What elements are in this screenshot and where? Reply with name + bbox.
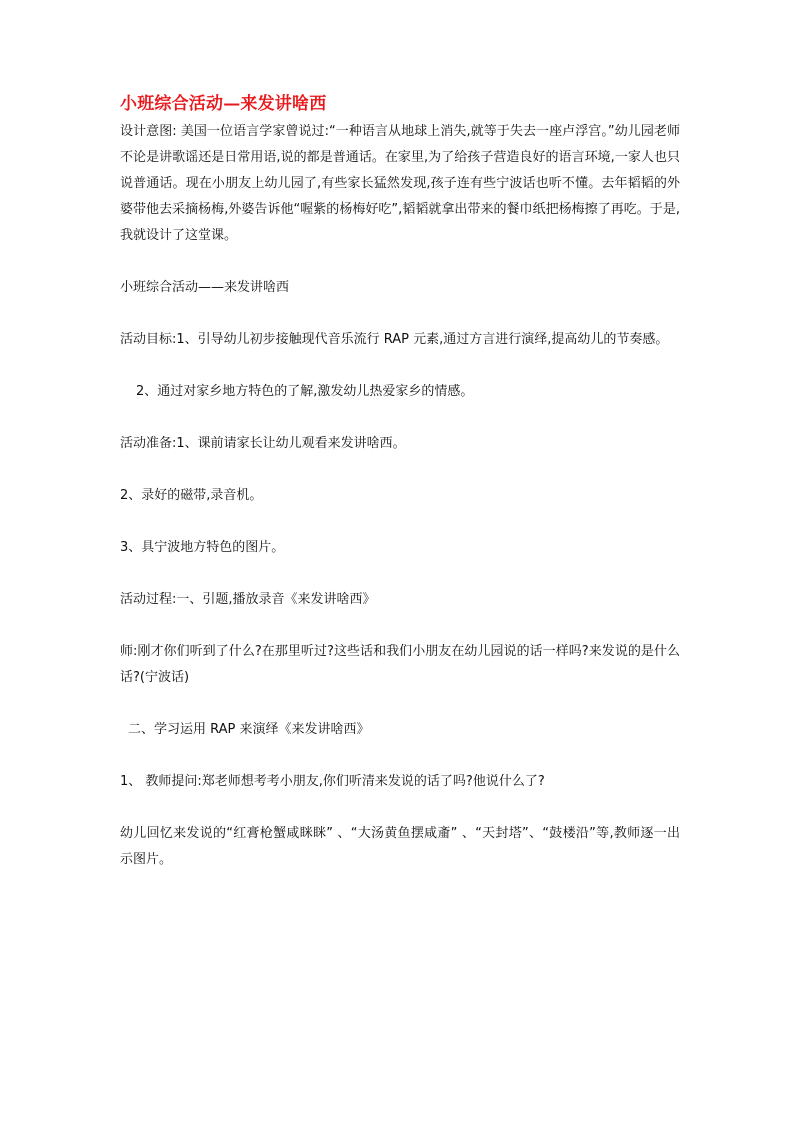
design-intent-paragraph: 设计意图: 美国一位语言学家曾说过:“一种语言从地球上消失,就等于失去一座卢浮宫。”幼儿园老师不论是讲歌谣还是日常用语,说的都是普通话。在家里,为了给孩子营造良好的语言环境,一家人也只说普通话。现在小朋友上幼儿园了,有些家长猛然发现,孩子连有些宁波话也听不懂。去年韬韬的外婆带他去采摘杨梅,外婆告诉他“喔紫的杨梅好吃”,韬韬就拿出带来的餐巾纸把杨梅擦了再吃。于是,我就设计了这堂课。 (120, 124, 680, 243)
spacer (120, 743, 680, 769)
document-body (120, 93, 680, 873)
activity-prep-2: 2、录好的磁带,录音机。 (120, 488, 263, 503)
activity-goal-1: 活动目标:1、引导幼儿初步接触现代音乐流行 RAP 元素,通过方言进行演绎,提高幼儿的节奏感。 (120, 332, 669, 347)
activity-subtitle: 小班综合活动——来发讲啥西 (120, 280, 290, 295)
activity-prep-1: 活动准备:1、课前请家长让幼儿观看来发讲啥西。 (120, 436, 406, 451)
spacer (120, 691, 680, 717)
activity-step-1: 1、 教师提问:郑老师想考考小朋友,你们听清来发说的话了吗?他说什么了? (120, 774, 545, 789)
activity-goal-2: 2、通过对家乡地方特色的了解,激发幼儿热爱家乡的情感。 (136, 384, 474, 399)
spacer (120, 561, 680, 587)
spacer (120, 613, 680, 639)
spacer (120, 405, 680, 431)
activity-process-2: 二、学习运用 RAP 来演绎《来发讲啥西》 (128, 722, 370, 737)
spacer (120, 353, 680, 379)
spacer (120, 457, 680, 483)
spacer (120, 509, 680, 535)
spacer (120, 795, 680, 821)
spacer (120, 249, 680, 275)
spacer (120, 301, 680, 327)
child-recall-paragraph: 幼儿回忆来发说的“红膏枪蟹咸眯眯” 、“大汤黄鱼摆咸齑” 、“天封塔”、“鼓楼沿”等,教师逐一出示图片。 (120, 826, 680, 867)
teacher-question-paragraph: 师:刚才你们听到了什么?在那里听过?这些话和我们小朋友在幼儿园说的话一样吗?来发说的是什么话?(宁波话) (120, 644, 680, 685)
activity-prep-3: 3、具宁波地方特色的图片。 (120, 540, 285, 555)
activity-process-1: 活动过程:一、引题,播放录音《来发讲啥西》 (120, 592, 376, 607)
document-title: 小班综合活动—来发讲啥西 (120, 94, 327, 114)
